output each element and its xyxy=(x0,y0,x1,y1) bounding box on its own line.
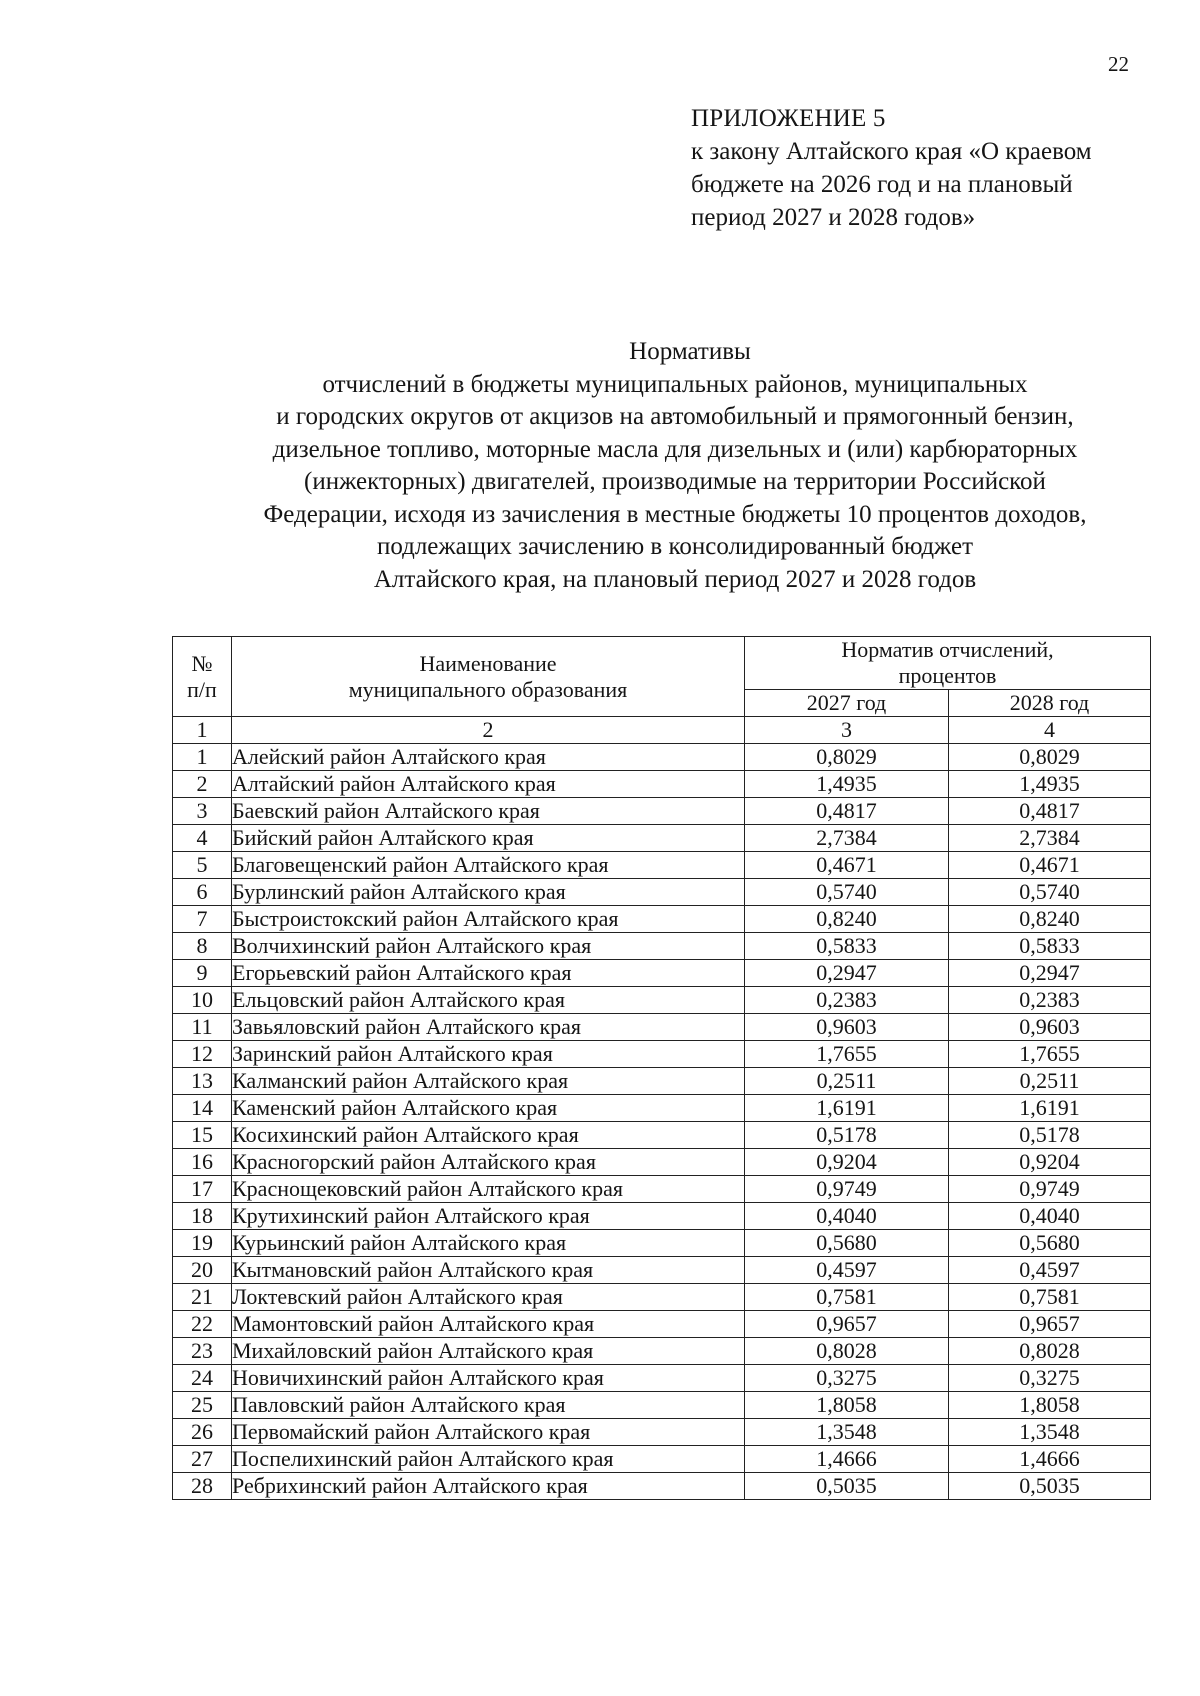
row-number: 4 xyxy=(173,825,232,852)
row-number: 28 xyxy=(173,1473,232,1500)
row-value-2027: 0,7581 xyxy=(745,1284,949,1311)
table-row xyxy=(173,798,1151,825)
document-title xyxy=(150,336,1200,596)
table-row xyxy=(173,1446,1151,1473)
row-municipality-name: Волчихинский район Алтайского края xyxy=(232,933,745,960)
row-value-2028: 2,7384 xyxy=(949,825,1151,852)
appendix-line: период 2027 и 2028 годов» xyxy=(691,204,976,231)
row-value-2027: 0,8029 xyxy=(745,744,949,771)
row-value-2028: 0,4817 xyxy=(949,798,1151,825)
row-value-2028: 0,3275 xyxy=(949,1365,1151,1392)
header-num-line: № xyxy=(191,650,213,676)
document-title-line: дизельное топливо, моторные масла для дизельных и (или) карбюраторных xyxy=(272,435,1078,463)
row-value-2028: 0,9749 xyxy=(949,1176,1151,1203)
document-title-line: Алтайского края, на плановый период 2027 и 2028 годов xyxy=(373,565,977,593)
row-municipality-name: Завьяловский район Алтайского края xyxy=(232,1014,745,1041)
table-row xyxy=(173,825,1151,852)
header-name xyxy=(232,637,745,717)
row-value-2027: 0,4817 xyxy=(745,798,949,825)
row-municipality-name: Косихинский район Алтайского края xyxy=(232,1122,745,1149)
row-value-2027: 0,2383 xyxy=(745,987,949,1014)
row-value-2027: 0,3275 xyxy=(745,1365,949,1392)
row-number: 5 xyxy=(173,852,232,879)
row-value-2028: 0,5740 xyxy=(949,879,1151,906)
row-municipality-name: Бийский район Алтайского края xyxy=(232,825,745,852)
row-value-2028: 0,2383 xyxy=(949,987,1151,1014)
table-row xyxy=(173,744,1151,771)
row-municipality-name: Ребрихинский район Алтайского края xyxy=(232,1473,745,1500)
header-norm-line: Норматив отчислений, xyxy=(841,637,1054,662)
row-value-2027: 0,8240 xyxy=(745,906,949,933)
table-row xyxy=(173,1419,1151,1446)
row-value-2028: 0,5833 xyxy=(949,933,1151,960)
header-norm xyxy=(745,637,1151,690)
table-row xyxy=(173,1311,1151,1338)
row-value-2027: 0,4671 xyxy=(745,852,949,879)
row-municipality-name: Заринский район Алтайского края xyxy=(232,1041,745,1068)
appendix-block xyxy=(691,102,1092,234)
row-value-2028: 0,9204 xyxy=(949,1149,1151,1176)
header-norm-line: процентов xyxy=(898,663,997,688)
row-municipality-name: Каменский район Алтайского края xyxy=(232,1095,745,1122)
row-value-2027: 0,5740 xyxy=(745,879,949,906)
row-value-2027: 0,2947 xyxy=(745,960,949,987)
table-row xyxy=(173,771,1151,798)
table-row xyxy=(173,1149,1151,1176)
row-number: 16 xyxy=(173,1149,232,1176)
row-number: 13 xyxy=(173,1068,232,1095)
row-municipality-name: Михайловский район Алтайского края xyxy=(232,1338,745,1365)
column-index: 1 xyxy=(173,717,232,744)
page-number: 22 xyxy=(1108,52,1129,76)
row-value-2028: 1,6191 xyxy=(949,1095,1151,1122)
appendix-line: к закону Алтайского края «О краевом xyxy=(691,138,1092,165)
row-value-2027: 0,9749 xyxy=(745,1176,949,1203)
row-number: 6 xyxy=(173,879,232,906)
row-municipality-name: Ельцовский район Алтайского края xyxy=(232,987,745,1014)
column-index: 3 xyxy=(745,717,949,744)
row-value-2028: 0,2511 xyxy=(949,1068,1151,1095)
table-row xyxy=(173,987,1151,1014)
row-number: 10 xyxy=(173,987,232,1014)
table-row xyxy=(173,1284,1151,1311)
row-value-2028: 0,4040 xyxy=(949,1203,1151,1230)
row-value-2028: 1,7655 xyxy=(949,1041,1151,1068)
row-number: 11 xyxy=(173,1014,232,1041)
row-municipality-name: Красногорский район Алтайского края xyxy=(232,1149,745,1176)
header-year-2027: 2027 год xyxy=(745,690,949,717)
table-row xyxy=(173,1257,1151,1284)
row-municipality-name: Алтайский район Алтайского края xyxy=(232,771,745,798)
row-value-2027: 1,4935 xyxy=(745,771,949,798)
row-value-2027: 0,9657 xyxy=(745,1311,949,1338)
appendix-title: ПРИЛОЖЕНИЕ 5 xyxy=(691,105,886,132)
row-value-2028: 0,7581 xyxy=(949,1284,1151,1311)
table-row xyxy=(173,960,1151,987)
header-num xyxy=(173,637,232,717)
row-value-2027: 0,8028 xyxy=(745,1338,949,1365)
row-value-2027: 0,4040 xyxy=(745,1203,949,1230)
table-row xyxy=(173,852,1151,879)
row-number: 1 xyxy=(173,744,232,771)
row-value-2027: 0,4597 xyxy=(745,1257,949,1284)
row-value-2028: 0,2947 xyxy=(949,960,1151,987)
row-value-2028: 0,8240 xyxy=(949,906,1151,933)
row-number: 27 xyxy=(173,1446,232,1473)
table-row xyxy=(173,1338,1151,1365)
header-name-line: Наименование xyxy=(419,650,557,676)
row-municipality-name: Кытмановский район Алтайского края xyxy=(232,1257,745,1284)
row-value-2027: 2,7384 xyxy=(745,825,949,852)
header-year-2028: 2028 год xyxy=(949,690,1151,717)
row-number: 12 xyxy=(173,1041,232,1068)
row-municipality-name: Краснощековский район Алтайского края xyxy=(232,1176,745,1203)
row-number: 8 xyxy=(173,933,232,960)
table-header-row xyxy=(173,637,1151,690)
table-row xyxy=(173,906,1151,933)
row-value-2028: 0,5680 xyxy=(949,1230,1151,1257)
row-number: 7 xyxy=(173,906,232,933)
document-title-line: Федерации, исходя из зачисления в местные бюджеты 10 процентов доходов, xyxy=(263,500,1087,528)
row-number: 2 xyxy=(173,771,232,798)
table-row xyxy=(173,1392,1151,1419)
row-value-2028: 0,5035 xyxy=(949,1473,1151,1500)
table-row xyxy=(173,1014,1151,1041)
row-value-2028: 1,4935 xyxy=(949,771,1151,798)
table-row xyxy=(173,1068,1151,1095)
row-value-2028: 1,3548 xyxy=(949,1419,1151,1446)
row-number: 3 xyxy=(173,798,232,825)
row-value-2027: 0,9204 xyxy=(745,1149,949,1176)
document-title-head: Нормативы xyxy=(629,338,751,365)
row-municipality-name: Крутихинский район Алтайского края xyxy=(232,1203,745,1230)
row-municipality-name: Быстроистокский район Алтайского края xyxy=(232,906,745,933)
row-municipality-name: Бурлинский район Алтайского края xyxy=(232,879,745,906)
row-municipality-name: Первомайский район Алтайского края xyxy=(232,1419,745,1446)
row-value-2028: 0,4671 xyxy=(949,852,1151,879)
row-number: 25 xyxy=(173,1392,232,1419)
row-number: 18 xyxy=(173,1203,232,1230)
header-num-line: п/п xyxy=(187,676,217,702)
row-value-2027: 1,8058 xyxy=(745,1392,949,1419)
row-municipality-name: Павловский район Алтайского края xyxy=(232,1392,745,1419)
row-municipality-name: Благовещенский район Алтайского края xyxy=(232,852,745,879)
document-title-line: и городских округов от акцизов на автомобильный и прямогонный бензин, xyxy=(276,403,1074,430)
table-row xyxy=(173,1230,1151,1257)
table-row xyxy=(173,1473,1151,1500)
row-municipality-name: Алейский район Алтайского края xyxy=(232,744,745,771)
row-value-2027: 1,4666 xyxy=(745,1446,949,1473)
row-number: 21 xyxy=(173,1284,232,1311)
appendix-line: бюджете на 2026 год и на плановый xyxy=(691,171,1073,198)
row-value-2028: 0,8028 xyxy=(949,1338,1151,1365)
table-row xyxy=(173,1203,1151,1230)
row-municipality-name: Егорьевский район Алтайского края xyxy=(232,960,745,987)
table-row xyxy=(173,1176,1151,1203)
row-number: 15 xyxy=(173,1122,232,1149)
table-row xyxy=(173,1365,1151,1392)
row-value-2028: 0,9657 xyxy=(949,1311,1151,1338)
row-municipality-name: Мамонтовский район Алтайского края xyxy=(232,1311,745,1338)
row-value-2027: 0,5178 xyxy=(745,1122,949,1149)
row-number: 24 xyxy=(173,1365,232,1392)
row-number: 26 xyxy=(173,1419,232,1446)
norms-table xyxy=(172,636,1151,1500)
row-municipality-name: Калманский район Алтайского края xyxy=(232,1068,745,1095)
row-value-2027: 1,6191 xyxy=(745,1095,949,1122)
row-municipality-name: Баевский район Алтайского края xyxy=(232,798,745,825)
row-value-2027: 0,9603 xyxy=(745,1014,949,1041)
table-row xyxy=(173,1095,1151,1122)
row-value-2028: 0,5178 xyxy=(949,1122,1151,1149)
row-municipality-name: Новичихинский район Алтайского края xyxy=(232,1365,745,1392)
row-municipality-name: Курьинский район Алтайского края xyxy=(232,1230,745,1257)
row-number: 23 xyxy=(173,1338,232,1365)
row-value-2028: 0,9603 xyxy=(949,1014,1151,1041)
document-title-line: подлежащих зачислению в консолидированный бюджет xyxy=(376,533,974,560)
row-number: 19 xyxy=(173,1230,232,1257)
row-value-2027: 0,5833 xyxy=(745,933,949,960)
table-row xyxy=(173,1122,1151,1149)
row-number: 17 xyxy=(173,1176,232,1203)
column-index-row xyxy=(173,717,1151,744)
row-municipality-name: Поспелихинский район Алтайского края xyxy=(232,1446,745,1473)
column-index: 2 xyxy=(232,717,745,744)
document-title-line: (инжекторных) двигателей, производимые на территории Российской xyxy=(304,468,1046,495)
row-municipality-name: Локтевский район Алтайского края xyxy=(232,1284,745,1311)
row-value-2027: 1,7655 xyxy=(745,1041,949,1068)
row-value-2028: 0,8029 xyxy=(949,744,1151,771)
row-number: 20 xyxy=(173,1257,232,1284)
row-value-2027: 0,2511 xyxy=(745,1068,949,1095)
row-number: 14 xyxy=(173,1095,232,1122)
row-value-2028: 1,8058 xyxy=(949,1392,1151,1419)
table-row xyxy=(173,933,1151,960)
row-value-2028: 0,4597 xyxy=(949,1257,1151,1284)
row-value-2027: 0,5680 xyxy=(745,1230,949,1257)
row-number: 9 xyxy=(173,960,232,987)
row-number: 22 xyxy=(173,1311,232,1338)
column-index: 4 xyxy=(949,717,1151,744)
row-value-2027: 1,3548 xyxy=(745,1419,949,1446)
row-value-2028: 1,4666 xyxy=(949,1446,1151,1473)
table-row xyxy=(173,1041,1151,1068)
table-row xyxy=(173,879,1151,906)
header-name-line: муниципального образования xyxy=(348,676,628,702)
document-title-line: отчислений в бюджеты муниципальных районов, муниципальных xyxy=(322,370,1028,398)
row-value-2027: 0,5035 xyxy=(745,1473,949,1500)
